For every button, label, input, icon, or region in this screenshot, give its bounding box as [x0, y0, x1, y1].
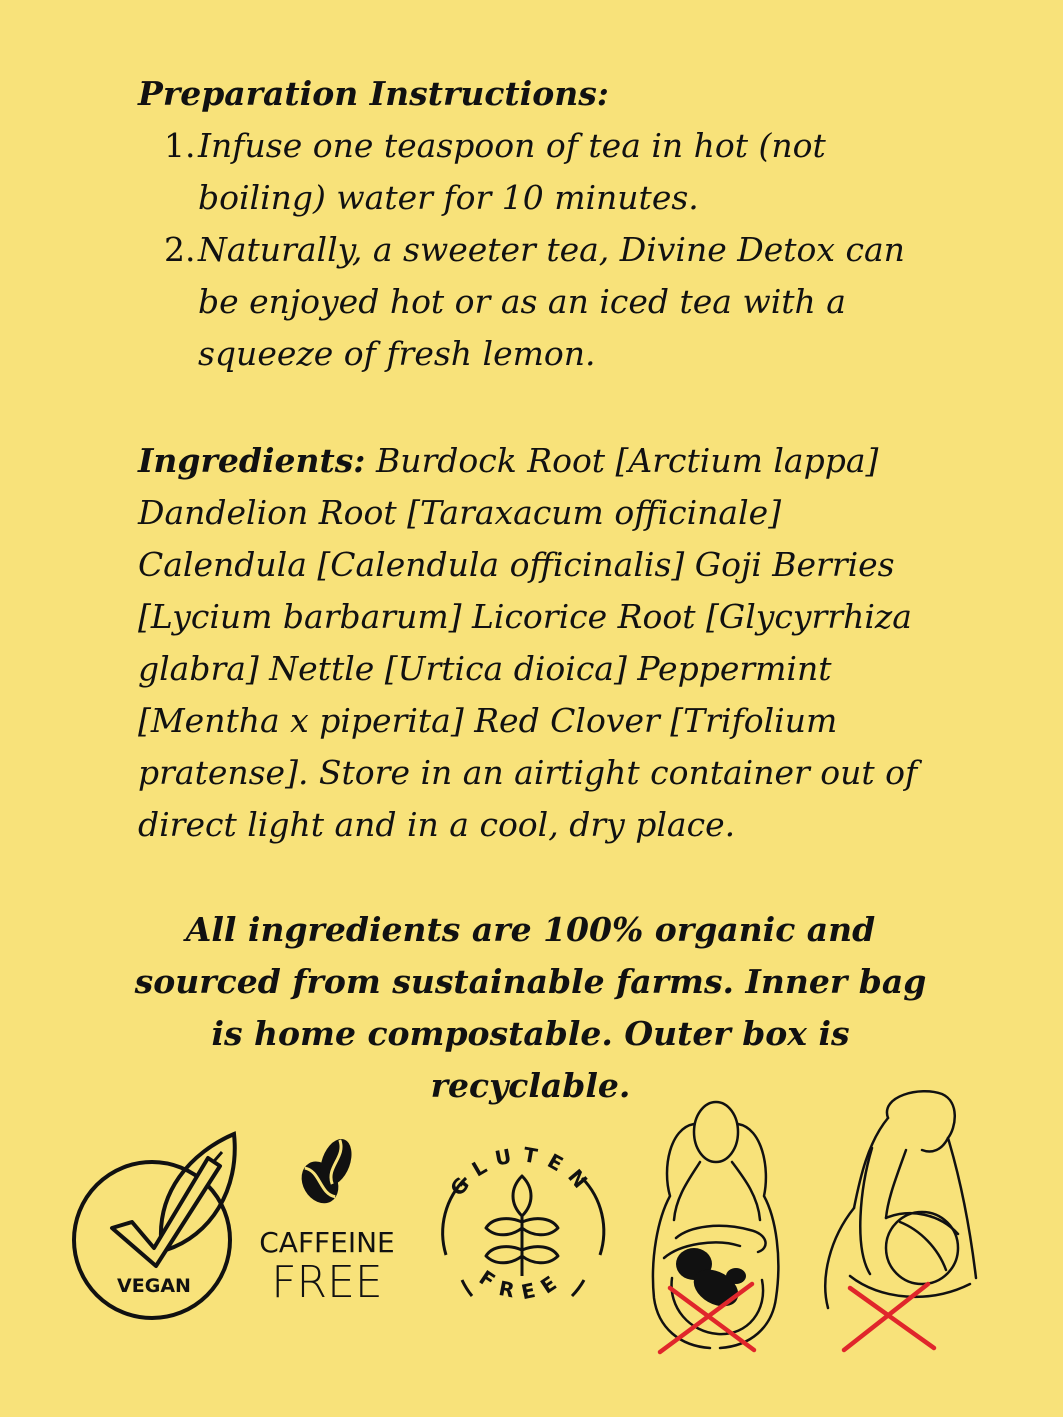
coffee-bean-icon: [252, 1132, 402, 1212]
step-number: 1.: [164, 126, 196, 165]
breastfeeding-woman-icon: [810, 1088, 990, 1358]
pregnant-woman-icon: [640, 1088, 790, 1358]
vegan-badge: [70, 1130, 240, 1325]
preparation-step: [138, 120, 938, 224]
preparation-step: [138, 224, 938, 380]
vegan-leaf-check-icon: [70, 1130, 240, 1325]
step-text: Naturally, a sweeter tea, Divine Detox can be enjoyed hot or as an iced tea with a squeeze of fresh lemon.: [198, 230, 905, 373]
step-number: 2.: [164, 230, 196, 269]
gluten-free-badge: [432, 1130, 612, 1330]
caffeine-free-badge: [252, 1132, 402, 1306]
wheat-icon: [432, 1130, 612, 1330]
ingredients-text: Burdock Root [Arctium lappa] Dandelion Root [Taraxacum officinale] Calendula [Calendula officinalis] Goji Berries [Lycium barbarum] Licorice Root [Glycyrrhiza glabra] Nettle [Urtica dioica] Peppermint [Mentha x piperita] Red Clover [Trifolium pratense]. Store in an airtight container out of direct light and in a cool, dry place.: [138, 441, 918, 844]
organic-statement: All ingredients are 100% organic and sourced from sustainable farms. Inner bag is home compostable. Outer box is recyclable.: [134, 910, 927, 1105]
gluten-label: GLUTEN: [445, 1142, 599, 1201]
gluten-free-label: FREE: [474, 1265, 570, 1305]
baby-silhouette-icon: [676, 1248, 746, 1314]
not-for-pregnancy-badge: [640, 1088, 790, 1358]
caffeine-free-label: FREE: [271, 1257, 383, 1308]
not-for-breastfeeding-badge: [810, 1088, 990, 1358]
ingredients-paragraph: [138, 435, 938, 851]
vegan-label: VEGAN: [117, 1275, 191, 1297]
ingredients-label: Ingredients:: [138, 441, 366, 480]
caffeine-label: CAFFEINE: [259, 1226, 395, 1259]
preparation-heading: Preparation Instructions:: [138, 74, 609, 113]
preparation-steps: [138, 120, 938, 380]
step-text: Infuse one teaspoon of tea in hot (not boiling) water for 10 minutes.: [198, 126, 826, 217]
